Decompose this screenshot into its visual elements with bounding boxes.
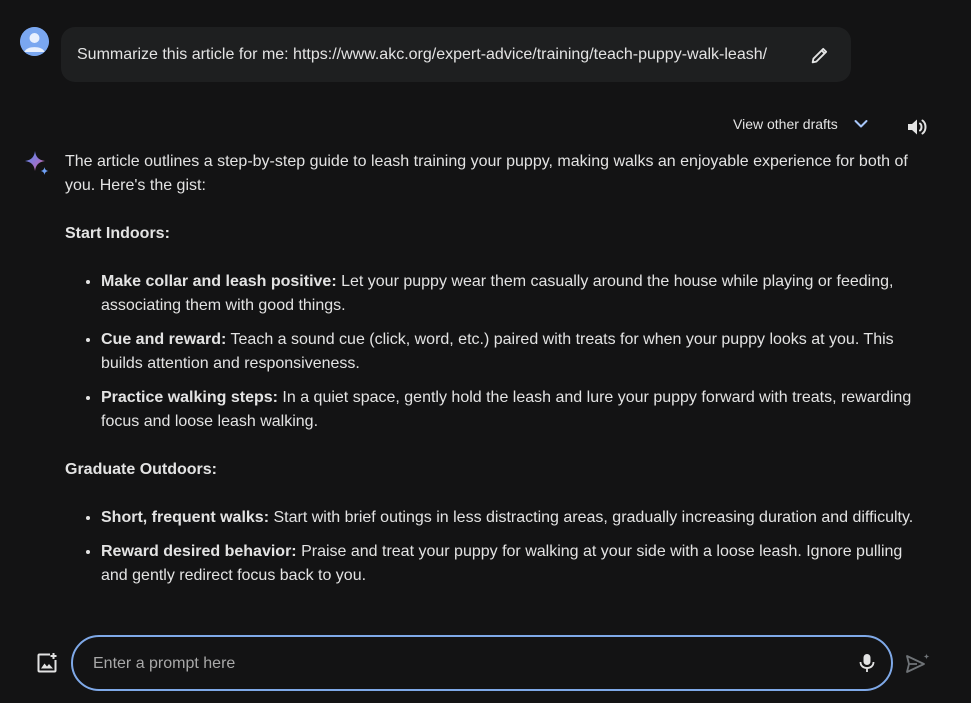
list-item: • Make collar and leash positive: Let your puppy wear them casually around the house while playing or feeding, associating them with good things. (101, 270, 915, 318)
response-intro: The article outlines a step-by-step guide to leash training your puppy, making walks an enjoyable experience for both of you. Here's the gist: (65, 153, 908, 194)
list-item: • Short, frequent walks: Start with brief outings in less distracting areas, gradually increasing duration and difficulty. (101, 506, 915, 530)
view-other-drafts-button[interactable] (733, 113, 870, 135)
user-avatar-icon (20, 27, 49, 56)
section-heading: Graduate Outdoors: (65, 461, 218, 478)
user-message-text: Summarize this article for me: https://www.akc.org/expert-advice/training/teach-puppy-walk-leash/ (77, 46, 768, 63)
drafts-label: View other drafts (733, 116, 838, 132)
list-item: • Cue and reward: Teach a sound cue (click, word, etc.) paired with treats for when your puppy looks at you. This builds attention and responsiveness. (101, 328, 915, 376)
gemini-sparkle-icon (23, 150, 51, 178)
send-icon[interactable] (905, 652, 931, 676)
list-item: • Reward desired behavior: Praise and treat your puppy for walking at your side with a loose leash. Ignore pulling and gently redirect focus back to you. (101, 540, 915, 588)
assistant-response (65, 150, 915, 588)
user-message-bubble (61, 27, 851, 82)
list-item: • Practice walking steps: In a quiet space, gently hold the leash and lure your puppy forward with treats, rewarding focus and loose leash walking. (101, 386, 915, 434)
speaker-icon[interactable] (905, 115, 929, 139)
section-heading: Start Indoors: (65, 225, 170, 242)
chevron-down-icon (852, 115, 870, 133)
prompt-box[interactable] (71, 635, 893, 691)
bullet-list (65, 506, 915, 588)
add-image-icon[interactable] (36, 652, 58, 674)
pencil-icon[interactable] (809, 44, 831, 66)
prompt-input[interactable] (91, 650, 835, 678)
bullet-list (65, 270, 915, 434)
microphone-icon[interactable] (857, 653, 877, 673)
